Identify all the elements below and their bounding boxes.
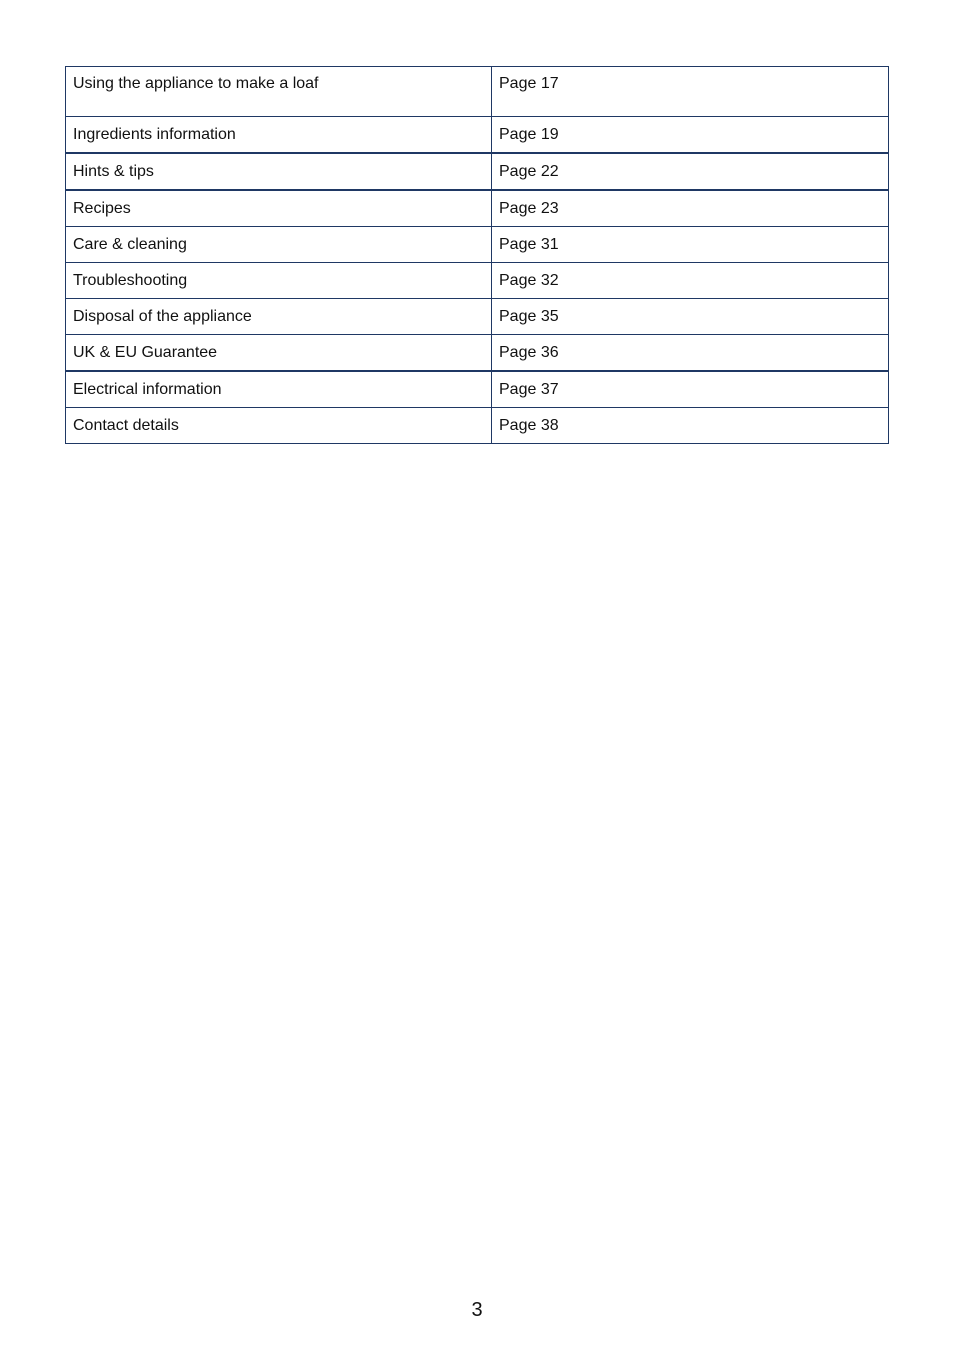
toc-section-title: Recipes — [66, 190, 492, 227]
toc-section-title: Care & cleaning — [66, 227, 492, 263]
toc-page-ref: Page 37 — [492, 371, 889, 408]
table-row — [66, 408, 889, 444]
table-row — [66, 227, 889, 263]
table-row — [66, 190, 889, 227]
page-number: 3 — [471, 1299, 483, 1321]
toc-page-ref: Page 22 — [492, 153, 889, 190]
toc-section-title: UK & EU Guarantee — [66, 335, 492, 372]
toc-section-title: Electrical information — [66, 371, 492, 408]
table-row — [66, 117, 889, 154]
toc-page-ref: Page 23 — [492, 190, 889, 227]
toc-page-ref: Page 19 — [492, 117, 889, 154]
table-of-contents — [65, 66, 889, 444]
table-row — [66, 371, 889, 408]
table-row — [66, 153, 889, 190]
table-row — [66, 299, 889, 335]
toc-section-title: Ingredients information — [66, 117, 492, 154]
toc-section-title: Using the appliance to make a loaf — [66, 67, 492, 117]
toc-page-ref: Page 35 — [492, 299, 889, 335]
toc-page-ref: Page 38 — [492, 408, 889, 444]
table-row — [66, 67, 889, 117]
toc-section-title: Disposal of the appliance — [66, 299, 492, 335]
toc-section-title: Hints & tips — [66, 153, 492, 190]
toc-section-title: Contact details — [66, 408, 492, 444]
toc-page-ref: Page 36 — [492, 335, 889, 372]
toc-section-title: Troubleshooting — [66, 263, 492, 299]
table-row — [66, 335, 889, 372]
toc-page-ref: Page 31 — [492, 227, 889, 263]
table-row — [66, 263, 889, 299]
toc-page-ref: Page 17 — [492, 67, 889, 117]
toc-page-ref: Page 32 — [492, 263, 889, 299]
